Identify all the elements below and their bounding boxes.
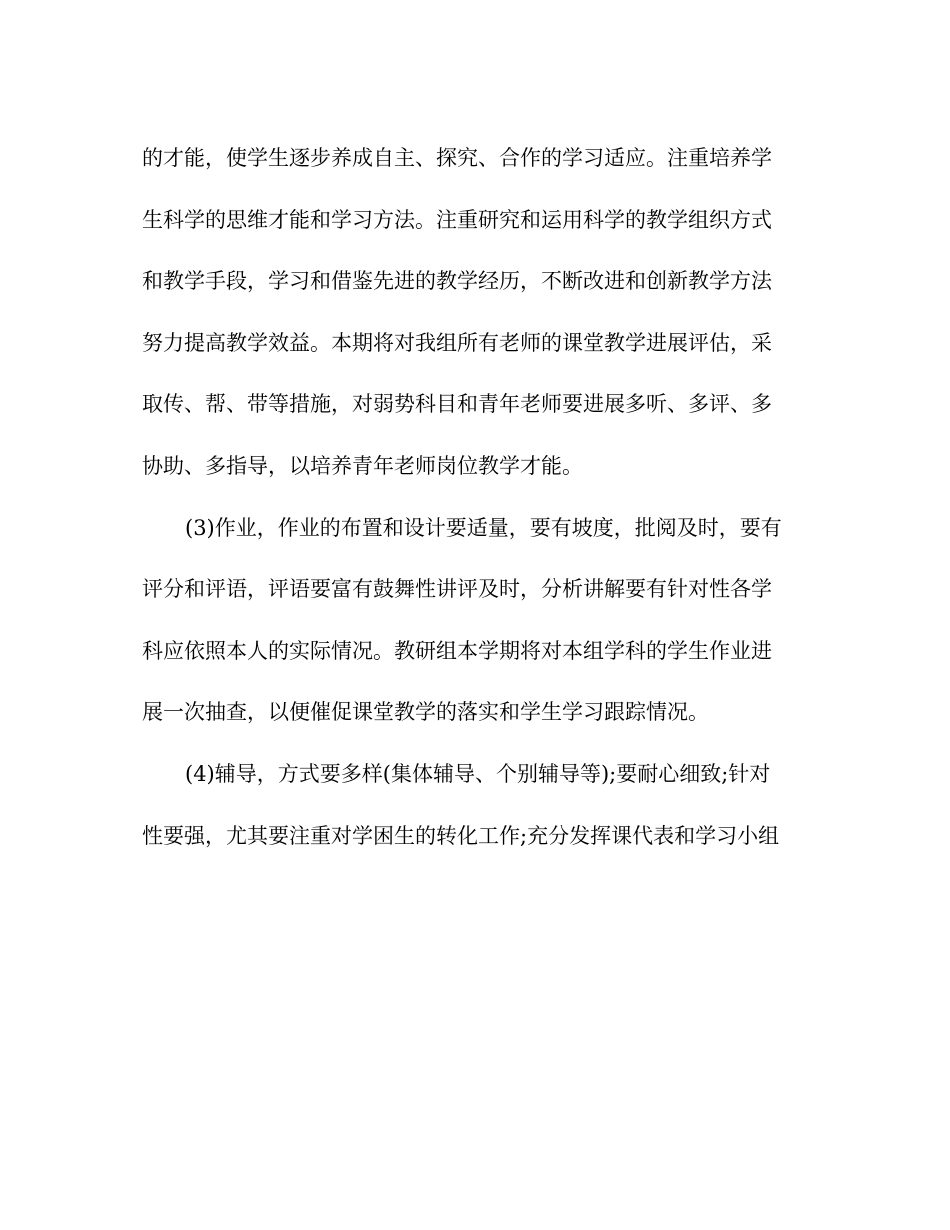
text-line: 评分和评语，评语要富有鼓舞性讲评及时，分析讲解要有针对性各学 [142, 577, 772, 602]
text-line: 和教学手段，学习和借鉴先进的教学经历，不断改进和创新教学方法 [142, 269, 772, 294]
paragraph-start-line: (4)辅导，方式要多样(集体辅导、个别辅导等);要耐心细致;针对 [185, 761, 771, 786]
paragraph-start-line: (3)作业，作业的布置和设计要适量，要有坡度，批阅及时，要有 [185, 515, 782, 540]
body-text [142, 134, 817, 873]
text-line: 努力提高教学效益。本期将对我组所有老师的课堂教学进展评估，采 [142, 330, 772, 355]
text-line: 生科学的思维才能和学习方法。注重研究和运用科学的教学组织方式 [142, 207, 772, 232]
text-line: 的才能，使学生逐步养成自主、探究、合作的学习适应。注重培养学 [142, 146, 772, 170]
text-line: 协助、多指导，以培养青年老师岗位教学才能。 [142, 453, 583, 478]
text-line: 展一次抽查，以便催促课堂教学的落实和学生学习跟踪情况。 [142, 700, 709, 725]
text-line: 科应依照本人的实际情况。教研组本学期将对本组学科的学生作业进 [142, 638, 772, 663]
text-line: 取传、帮、带等措施，对弱势科目和青年老师要进展多听、多评、多 [142, 392, 772, 417]
text-line: 性要强，尤其要注重对学困生的转化工作;充分发挥课代表和学习小组 [142, 823, 780, 848]
